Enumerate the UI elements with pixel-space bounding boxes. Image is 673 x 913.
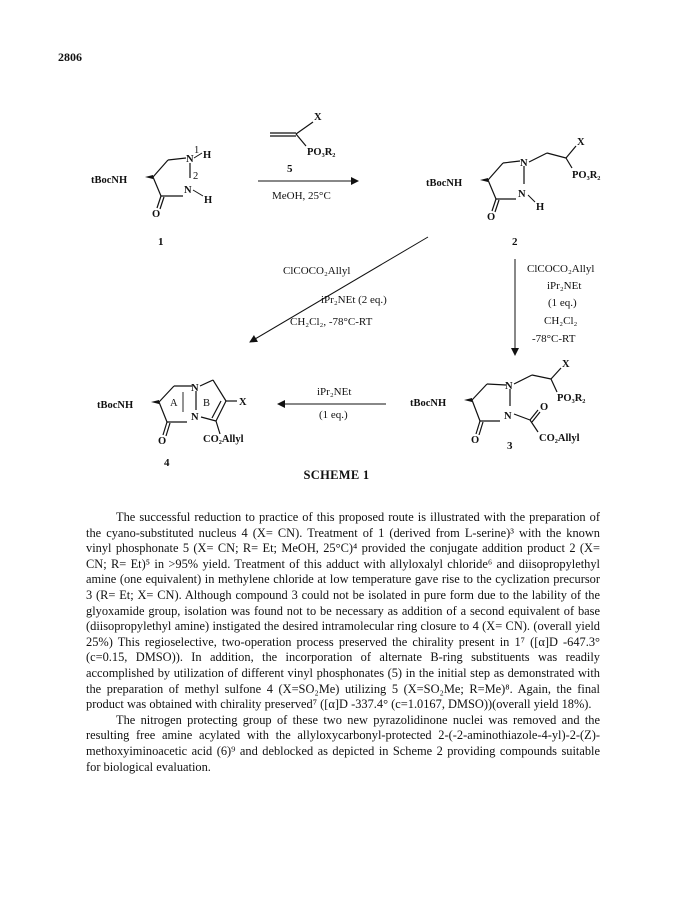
h2-label: H [204, 195, 213, 206]
n-label-4b: N [191, 412, 199, 423]
down-solvent: CH₂Cl₂ [544, 315, 578, 327]
n-label-2b: N [518, 189, 526, 200]
ring-b-label: B [203, 398, 211, 409]
compound-number-4: 4 [164, 457, 170, 469]
n2-label: N [184, 185, 192, 196]
left-base: iPr₂NEt [317, 386, 352, 398]
page-number: 2806 [58, 50, 82, 64]
tbocnh-label-2: tBocNH [426, 178, 463, 189]
tbocnh-label-3: tBocNH [410, 398, 447, 409]
o-label-3a: O [471, 435, 480, 446]
ring-a-label: A [170, 398, 178, 409]
n-label-3b: N [504, 411, 512, 422]
compound-number-5: 5 [287, 163, 293, 175]
condition-meoh: MeOH, 25°C [272, 190, 331, 202]
paragraph-2: The nitrogen protecting group of these two new pyrazolidinone nuclei was removed and the resulting free amine acylated with the allyloxycarbonyl-protected 2-(-2-aminothiazole-4-yl)-2-(Z)-methoxyiminoacetic acid (6)⁹ and deblocked as depicted in Scheme 2 providing compounds suitable for biological evaluation. [86, 712, 600, 774]
po3r2-label-2: PO₃R₂ [572, 170, 601, 181]
n-label-2a: N [520, 158, 528, 169]
scheme-caption: SCHEME 1 [303, 468, 370, 482]
diag-reagent: ClCOCO₂Allyl [283, 265, 351, 277]
down-reagent: ClCOCO₂Allyl [527, 263, 595, 275]
pos2-label: 2 [193, 171, 199, 182]
down-base: iPr₂NEt [547, 280, 582, 292]
diag-base: iPr₂NEt (2 eq.) [321, 294, 387, 306]
h1-label: H [203, 150, 212, 161]
diag-conditions: CH₂Cl₂, -78°C-RT [290, 316, 373, 328]
compound-number-1: 1 [158, 236, 164, 248]
left-eq: (1 eq.) [319, 409, 348, 421]
co2allyl-label-3: CO₂Allyl [539, 433, 580, 444]
po3r2-label: PO₃R₂ [307, 147, 336, 158]
x-label-2: X [577, 137, 585, 148]
n-label-3a: N [505, 381, 513, 392]
down-temp: -78°C-RT [532, 333, 576, 345]
o-label-4: O [158, 436, 167, 447]
compound-2-structure [426, 137, 600, 248]
body-text [86, 510, 600, 775]
down-eq: (1 eq.) [548, 297, 577, 309]
h-label-2: H [536, 202, 545, 213]
o-label-1: O [152, 209, 161, 220]
compound-3-structure [410, 359, 585, 452]
x-label-3: X [562, 359, 570, 370]
compound-4-structure [97, 380, 247, 469]
pos1-label: 1 [194, 145, 200, 156]
compound-number-2: 2 [512, 236, 518, 248]
tbocnh-label-1: tBocNH [91, 175, 128, 186]
x-label: X [314, 112, 322, 123]
po3r2-label-3: PO₃R₂ [557, 393, 586, 404]
compound-number-3: 3 [507, 440, 513, 452]
compound-1-structure [91, 145, 212, 248]
co2allyl-label-4: CO₂Allyl [203, 434, 244, 445]
x-label-4: X [239, 397, 247, 408]
paragraph-1: The successful reduction to practice of this proposed route is illustrated with the preparation of the cyano-substituted nucleus 4 (X= CN). Treatment of 1 (derived from L-serine)³ with the known vinyl phosphonate 5 (X= CN; R= Et; MeOH, 25°C)⁴ provided the conjugate addition product 2 (X= CN; R= Et)⁵ in >95% yield. Treatment of this adduct with allyloxalyl chloride⁶ and diisopropylethyl amine (one equivalent) in methylene chloride at low temperature gave rise to the cyclization precursor 3 (R= Et; X= CN). Although compound 3 could not be isolated in pure form due to the lability of the glyoxamide group, isolation was found not to be necessary as addition of a second equivalent of base (diisopropylethyl amine) instigated the desired intramolecular ring closure to 4 (X= CN). (overall yield 25%) This regioselective, two-operation process preserved the chirality present in 1⁷ ([α]D -647.3° (c=0.15, DMSO)). In addition, the incorporation of alternate B-ring substituents was readily accomplished by utilization of different vinyl phosphonates (5) in the initial step as demonstrated with the preparation of methyl sulfone 4 (X=SO₂Me) utilizing 5 (X=SO₂Me; R=Me)⁸. Again, the final product was obtained with chirality preserved⁷ ([α]D -337.4° (c=1.0167, DMSO))(overall yield 18%). [86, 510, 600, 712]
tbocnh-label-4: tBocNH [97, 400, 134, 411]
n1-label: N [186, 154, 194, 165]
o-label-2: O [487, 212, 496, 223]
vinyl-phosphonate-5 [270, 112, 335, 175]
o-label-3b: O [540, 402, 549, 413]
n-label-4a: N [191, 383, 199, 394]
